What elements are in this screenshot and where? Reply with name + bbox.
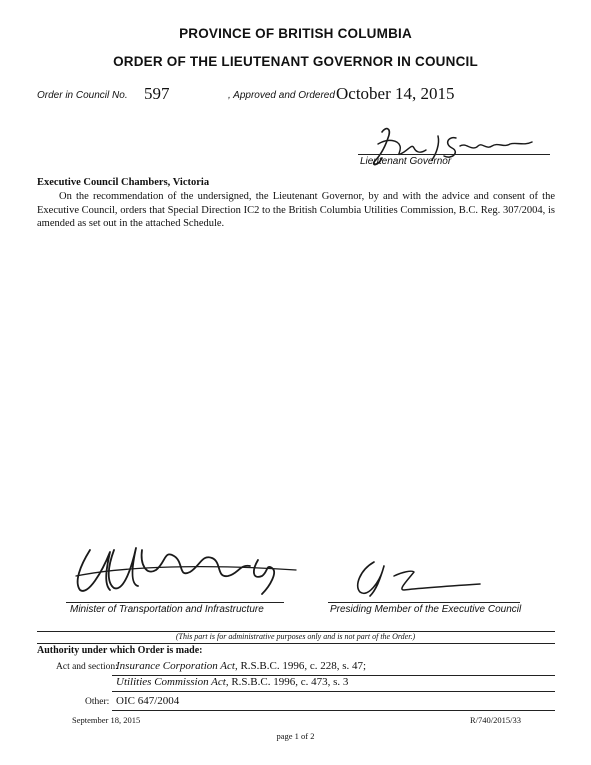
approved-label: , Approved and Ordered — [228, 90, 335, 101]
page-number: page 1 of 2 — [276, 731, 315, 741]
footer-date: September 18, 2015 — [72, 715, 141, 725]
footer-reference: R/740/2015/33 — [470, 715, 522, 725]
act-section-label: Act and section: — [56, 662, 118, 672]
order-title: ORDER OF THE LIEUTENANT GOVERNOR IN COUNCIL — [113, 54, 478, 69]
admin-divider-note — [37, 643, 555, 644]
authority-heading: Authority under which Order is made: — [37, 645, 203, 656]
oic-number-label: Order in Council No. — [37, 90, 128, 101]
presiding-signature-line — [328, 602, 520, 603]
act-line-1 — [116, 660, 366, 672]
presiding-member-signature — [340, 552, 490, 602]
admin-note: (This part is for administrative purposes only and is not part of the Order.) — [175, 632, 416, 641]
order-paragraph: On the recommendation of the undersigned, the Lieutenant Governor, by and with the advice and consent of the Executive Council, orders that Special Direction IC2 to the British Columbia Utilities Commission, B.C. Reg. 307/2004, is amended as set out in the attached Schedule. — [37, 191, 555, 229]
act2-citation: , R.S.B.C. 1996, c. 473, s. 3 — [225, 676, 349, 688]
minister-title: Minister of Transportation and Infrastructure — [70, 604, 264, 615]
chambers-heading: Executive Council Chambers, Victoria — [37, 177, 210, 188]
act1-name: Insurance Corporation Act — [116, 660, 235, 672]
lieutenant-governor-line — [358, 154, 550, 155]
other-label: Other: — [85, 697, 110, 707]
province-title: PROVINCE OF BRITISH COLUMBIA — [179, 26, 412, 41]
minister-signature — [66, 536, 306, 602]
other-rule — [112, 710, 555, 711]
oic-number: 597 — [144, 84, 170, 103]
lieutenant-governor-title: Lieutenant Governor — [360, 156, 452, 167]
other-value: OIC 647/2004 — [116, 695, 180, 707]
order-date: October 14, 2015 — [336, 84, 455, 103]
minister-signature-line — [66, 602, 284, 603]
act1-citation: , R.S.B.C. 1996, c. 228, s. 47; — [234, 660, 367, 672]
presiding-title: Presiding Member of the Executive Council — [330, 604, 522, 615]
act-line-2 — [116, 676, 348, 688]
act-line-2-rule — [112, 691, 555, 692]
act2-name: Utilities Commission Act — [116, 676, 226, 688]
